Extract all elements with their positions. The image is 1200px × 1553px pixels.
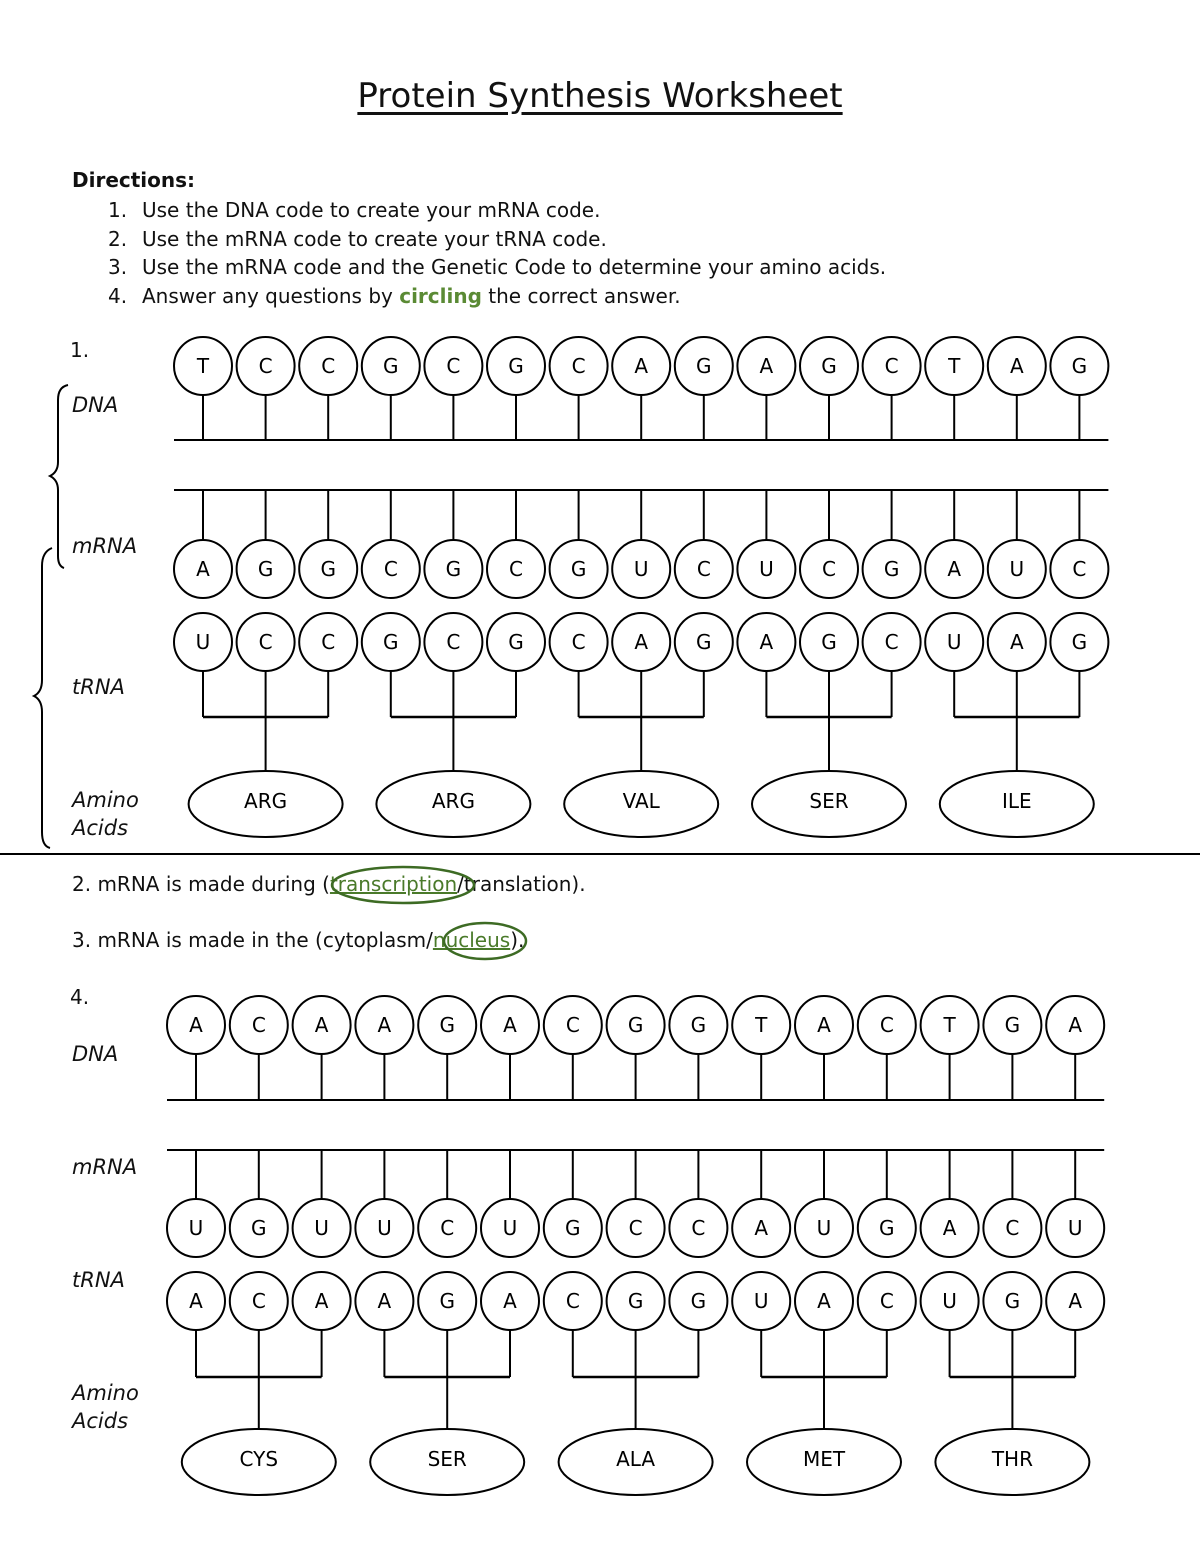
trna-base-letter: G [690,1289,707,1313]
trna-base-letter: G [508,630,524,654]
mrna-base-letter: A [947,557,962,581]
amino-acid-label: VAL [622,789,660,813]
dna-base-letter: A [1009,354,1024,378]
dna-base-letter: G [383,354,399,378]
trna-base-letter: A [377,1289,392,1313]
dna-base-letter: A [189,1013,203,1037]
mrna-base-letter: A [942,1216,957,1240]
amino-acid-label: CYS [239,1447,279,1471]
dna-base-letter: G [508,354,524,378]
direction-text: the correct answer. [488,283,681,308]
question-1-number: 1. [70,338,90,362]
trna-base-letter: A [634,630,649,654]
mrna-base-letter: U [1067,1216,1083,1240]
dna-base-letter: C [446,354,461,378]
trna-base-letter: A [1068,1289,1083,1313]
amino-acid-label: SER [427,1447,467,1471]
direction-text: Use the mRNA code to create your tRNA code. [142,226,607,251]
mrna-base-letter: C [822,557,836,581]
trna-base-letter: C [251,1289,266,1313]
trna-base-letter: A [189,1289,203,1313]
direction-highlight: circling [399,283,482,308]
q1-trna-label: tRNA [72,675,125,699]
q1-mrna-label: mRNA [72,534,138,558]
mrna-base-letter: C [696,557,711,581]
trna-base-letter: G [439,1289,455,1313]
mrna-base-letter: U [633,557,649,581]
trna-base-letter: G [1004,1289,1021,1313]
amino-label-line2: Acids [72,1409,129,1433]
amino-acid-label: ILE [1001,789,1032,813]
q3-text-after: ). [510,928,525,952]
trna-base-letter: C [258,630,273,654]
dna-base-letter: G [821,354,837,378]
q2-answer: transcription [329,872,458,896]
mrna-base-letter: U [377,1216,392,1240]
amino-acid-label: ALA [616,1447,656,1471]
mrna-base-letter: A [196,557,210,581]
direction-text: Use the DNA code to create your mRNA code. [142,198,601,222]
directions-heading: Directions: [72,168,196,192]
mrna-base-letter: C [383,557,398,581]
trna-base-letter: G [1071,630,1088,654]
trna-base-letter: A [1009,630,1024,654]
dna-base-letter: T [948,354,961,378]
mrna-base-letter: C [440,1216,455,1240]
direction-text: Answer any questions by [142,283,393,308]
dna-base-letter: A [1068,1013,1083,1037]
trna-base-letter: U [946,630,962,654]
dna-base-letter: G [696,354,712,378]
dna-base-letter: A [503,1013,517,1037]
mrna-base-letter: U [759,557,774,581]
dna-base-letter: G [690,1013,707,1037]
dna-base-letter: T [196,354,210,378]
amino-acid-label: ARG [244,789,288,813]
mrna-base-letter: G [879,1216,895,1240]
q4-dna-label: DNA [72,1042,119,1066]
mrna-base-letter: A [754,1216,769,1240]
mrna-base-letter: G [883,557,900,581]
page-title: Protein Synthesis Worksheet [357,76,843,116]
amino-acid-label: THR [991,1447,1033,1471]
mrna-base-letter: G [570,557,587,581]
mrna-base-letter: C [691,1216,706,1240]
dna-base-letter: G [439,1013,455,1037]
mrna-base-letter: U [1009,557,1025,581]
dna-base-letter: C [565,1013,580,1037]
amino-label-line1: Amino [72,788,139,812]
trna-base-letter: C [879,1289,894,1313]
dna-base-letter: C [884,354,899,378]
direction-text: Use the mRNA code and the Genetic Code to determine your amino acids. [142,255,887,279]
mrna-base-letter: G [257,557,274,581]
direction-number: 1. [108,198,128,222]
mrna-base-letter: U [188,1216,204,1240]
direction-number: 4. [108,283,128,308]
dna-base-letter: T [755,1013,768,1037]
trna-base-letter: U [753,1289,769,1313]
dna-base-letter: C [879,1013,894,1037]
trna-base-letter: A [314,1289,329,1313]
q3-text-before: 3. mRNA is made in the (cytoplasm/ [72,928,433,952]
amino-acid-label: MET [802,1447,846,1471]
trna-base-letter: C [571,630,586,654]
amino-acid-label: SER [809,789,849,813]
q4-mrna-label: mRNA [72,1155,138,1179]
dna-base-letter: C [258,354,273,378]
q1-dna-label: DNA [72,393,119,417]
dna-base-letter: C [321,354,336,378]
mrna-base-letter: C [628,1216,643,1240]
dna-base-letter: C [571,354,586,378]
mrna-base-letter: G [445,557,462,581]
mrna-base-letter: U [314,1216,329,1240]
dna-base-letter: C [251,1013,266,1037]
trna-base-letter: U [942,1289,957,1313]
direction-number: 3. [108,255,128,279]
mrna-base-letter: G [320,557,336,581]
trna-base-letter: C [884,630,899,654]
dna-base-letter: A [314,1013,329,1037]
dna-base-letter: G [1004,1013,1021,1037]
amino-acid-label: ARG [431,789,475,813]
amino-label-line2: Acids [72,816,129,840]
dna-base-letter: G [1071,354,1088,378]
trna-base-letter: A [503,1289,517,1313]
mrna-base-letter: C [509,557,523,581]
dna-base-letter: G [627,1013,644,1037]
trna-base-letter: G [821,630,837,654]
q3-answer: nucleus [432,928,511,952]
trna-base-letter: G [696,630,712,654]
trna-base-letter: G [383,630,399,654]
trna-base-letter: C [565,1289,580,1313]
trna-base-letter: U [195,630,211,654]
trna-base-letter: A [817,1289,831,1313]
direction-number: 2. [108,226,128,251]
trna-base-letter: A [759,630,774,654]
mrna-base-letter: C [1072,557,1087,581]
q2-text-before: 2. mRNA is made during ( [72,872,330,896]
dna-base-letter: A [634,354,649,378]
mrna-base-letter: C [1005,1216,1020,1240]
mrna-base-letter: G [565,1216,581,1240]
dna-base-letter: A [759,354,774,378]
trna-base-letter: C [321,630,336,654]
mrna-base-letter: G [251,1216,267,1240]
mrna-base-letter: U [816,1216,832,1240]
trna-base-letter: G [627,1289,644,1313]
q2-text-after: /translation). [457,872,586,896]
question-4-number: 4. [70,985,90,1009]
dna-base-letter: T [943,1013,956,1037]
q4-trna-label: tRNA [72,1268,125,1292]
trna-base-letter: C [446,630,461,654]
dna-base-letter: A [817,1013,831,1037]
dna-base-letter: A [377,1013,392,1037]
amino-label-line1: Amino [72,1381,139,1405]
mrna-base-letter: U [502,1216,518,1240]
